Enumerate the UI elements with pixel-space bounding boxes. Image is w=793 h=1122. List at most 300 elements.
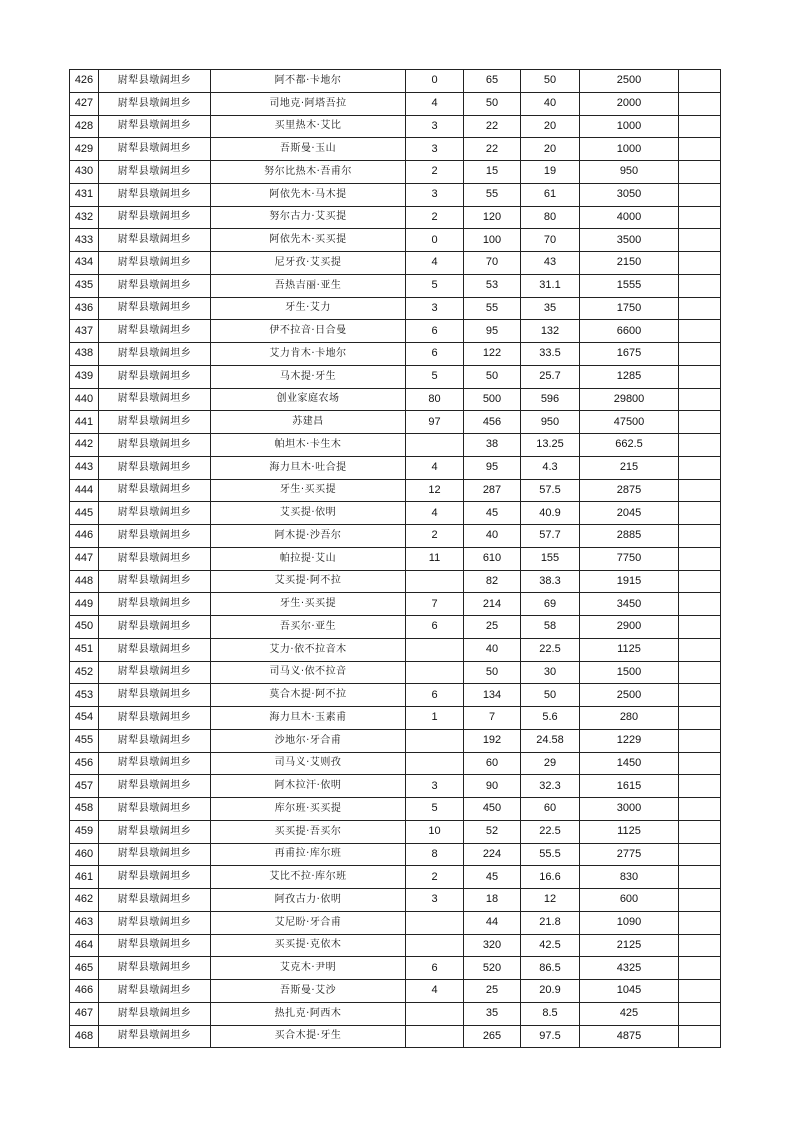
value-cell-5 (679, 729, 721, 752)
value-cell-2: 40 (464, 525, 521, 548)
row-number-cell: 431 (70, 183, 99, 206)
row-number-cell: 441 (70, 411, 99, 434)
value-cell-1: 7 (406, 593, 464, 616)
value-cell-1: 5 (406, 365, 464, 388)
township-cell: 尉犁县墩阔坦乡 (99, 320, 211, 343)
value-cell-4: 29800 (580, 388, 679, 411)
value-cell-4: 1125 (580, 820, 679, 843)
table-row (70, 92, 721, 115)
value-cell-4: 2875 (580, 479, 679, 502)
value-cell-1 (406, 752, 464, 775)
value-cell-5 (679, 752, 721, 775)
value-cell-3: 61 (521, 183, 580, 206)
value-cell-4: 3000 (580, 798, 679, 821)
household-name-cell: 司马义·依不拉音 (211, 661, 406, 684)
township-cell: 尉犁县墩阔坦乡 (99, 138, 211, 161)
value-cell-3: 50 (521, 70, 580, 93)
value-cell-2: 45 (464, 866, 521, 889)
value-cell-4: 3450 (580, 593, 679, 616)
table-row (70, 957, 721, 980)
value-cell-5 (679, 115, 721, 138)
value-cell-3: 58 (521, 616, 580, 639)
value-cell-4: 2775 (580, 843, 679, 866)
township-cell: 尉犁县墩阔坦乡 (99, 911, 211, 934)
value-cell-5 (679, 297, 721, 320)
value-cell-1: 3 (406, 297, 464, 320)
value-cell-2: 320 (464, 934, 521, 957)
table-row (70, 252, 721, 275)
value-cell-1 (406, 911, 464, 934)
township-cell: 尉犁县墩阔坦乡 (99, 343, 211, 366)
value-cell-3: 31.1 (521, 274, 580, 297)
value-cell-4: 1450 (580, 752, 679, 775)
value-cell-5 (679, 411, 721, 434)
table-row (70, 980, 721, 1003)
household-name-cell: 艾比不拉·库尔班 (211, 866, 406, 889)
value-cell-4: 4875 (580, 1025, 679, 1048)
value-cell-5 (679, 479, 721, 502)
row-number-cell: 462 (70, 889, 99, 912)
table-row (70, 161, 721, 184)
value-cell-2: 287 (464, 479, 521, 502)
household-name-cell: 苏建昌 (211, 411, 406, 434)
household-name-cell: 艾力肯木·卡地尔 (211, 343, 406, 366)
value-cell-2: 38 (464, 434, 521, 457)
row-number-cell: 451 (70, 638, 99, 661)
value-cell-4: 830 (580, 866, 679, 889)
value-cell-2: 192 (464, 729, 521, 752)
value-cell-1 (406, 934, 464, 957)
value-cell-2: 120 (464, 206, 521, 229)
value-cell-4: 425 (580, 1002, 679, 1025)
value-cell-1 (406, 434, 464, 457)
household-name-cell: 再甫拉·库尔班 (211, 843, 406, 866)
value-cell-2: 25 (464, 980, 521, 1003)
value-cell-4: 1000 (580, 138, 679, 161)
township-cell: 尉犁县墩阔坦乡 (99, 798, 211, 821)
value-cell-3: 22.5 (521, 820, 580, 843)
value-cell-5 (679, 365, 721, 388)
township-cell: 尉犁县墩阔坦乡 (99, 92, 211, 115)
township-cell: 尉犁县墩阔坦乡 (99, 547, 211, 570)
value-cell-4: 4000 (580, 206, 679, 229)
household-name-cell: 吾斯曼·玉山 (211, 138, 406, 161)
value-cell-1: 12 (406, 479, 464, 502)
value-cell-1: 3 (406, 183, 464, 206)
township-cell: 尉犁县墩阔坦乡 (99, 1025, 211, 1048)
household-name-cell: 阿木拉汗·依明 (211, 775, 406, 798)
value-cell-1: 2 (406, 161, 464, 184)
row-number-cell: 437 (70, 320, 99, 343)
value-cell-1: 80 (406, 388, 464, 411)
value-cell-3: 80 (521, 206, 580, 229)
township-cell: 尉犁县墩阔坦乡 (99, 889, 211, 912)
township-cell: 尉犁县墩阔坦乡 (99, 274, 211, 297)
value-cell-5 (679, 593, 721, 616)
value-cell-3: 57.5 (521, 479, 580, 502)
row-number-cell: 438 (70, 343, 99, 366)
table-row (70, 206, 721, 229)
value-cell-2: 50 (464, 661, 521, 684)
household-name-cell: 阿木提·沙吾尔 (211, 525, 406, 548)
value-cell-3: 25.7 (521, 365, 580, 388)
table-row (70, 502, 721, 525)
value-cell-2: 70 (464, 252, 521, 275)
household-name-cell: 阿依先木·买买提 (211, 229, 406, 252)
value-cell-2: 52 (464, 820, 521, 843)
value-cell-3: 33.5 (521, 343, 580, 366)
value-cell-2: 610 (464, 547, 521, 570)
value-cell-5 (679, 456, 721, 479)
value-cell-2: 100 (464, 229, 521, 252)
value-cell-5 (679, 343, 721, 366)
value-cell-3: 20.9 (521, 980, 580, 1003)
value-cell-3: 4.3 (521, 456, 580, 479)
table-row (70, 525, 721, 548)
value-cell-1: 6 (406, 957, 464, 980)
row-number-cell: 439 (70, 365, 99, 388)
value-cell-1: 2 (406, 525, 464, 548)
value-cell-3: 86.5 (521, 957, 580, 980)
value-cell-1: 0 (406, 229, 464, 252)
value-cell-3: 50 (521, 684, 580, 707)
value-cell-5 (679, 616, 721, 639)
value-cell-2: 450 (464, 798, 521, 821)
value-cell-1: 10 (406, 820, 464, 843)
value-cell-1: 4 (406, 92, 464, 115)
table-row (70, 547, 721, 570)
value-cell-2: 25 (464, 616, 521, 639)
township-cell: 尉犁县墩阔坦乡 (99, 297, 211, 320)
table-row (70, 115, 721, 138)
value-cell-5 (679, 684, 721, 707)
township-cell: 尉犁县墩阔坦乡 (99, 206, 211, 229)
value-cell-1: 4 (406, 252, 464, 275)
value-cell-1: 4 (406, 456, 464, 479)
value-cell-2: 15 (464, 161, 521, 184)
table-row (70, 320, 721, 343)
row-number-cell: 448 (70, 570, 99, 593)
household-name-cell: 马木提·牙生 (211, 365, 406, 388)
value-cell-2: 7 (464, 707, 521, 730)
household-name-cell: 买买提·吾买尔 (211, 820, 406, 843)
table-row (70, 889, 721, 912)
row-number-cell: 455 (70, 729, 99, 752)
value-cell-1: 2 (406, 206, 464, 229)
township-cell: 尉犁县墩阔坦乡 (99, 866, 211, 889)
value-cell-5 (679, 70, 721, 93)
value-cell-5 (679, 866, 721, 889)
table-body (70, 70, 721, 1048)
value-cell-4: 2900 (580, 616, 679, 639)
table-row (70, 570, 721, 593)
table-row (70, 661, 721, 684)
table-row (70, 775, 721, 798)
household-name-cell: 阿孜古力·依明 (211, 889, 406, 912)
household-name-cell: 阿不都·卡地尔 (211, 70, 406, 93)
value-cell-3: 596 (521, 388, 580, 411)
value-cell-5 (679, 229, 721, 252)
value-cell-3: 60 (521, 798, 580, 821)
township-cell: 尉犁县墩阔坦乡 (99, 525, 211, 548)
value-cell-4: 2045 (580, 502, 679, 525)
value-cell-4: 1045 (580, 980, 679, 1003)
household-name-cell: 莫合木提·阿不拉 (211, 684, 406, 707)
value-cell-5 (679, 388, 721, 411)
value-cell-3: 69 (521, 593, 580, 616)
row-number-cell: 426 (70, 70, 99, 93)
value-cell-2: 95 (464, 320, 521, 343)
table-row (70, 638, 721, 661)
value-cell-2: 53 (464, 274, 521, 297)
value-cell-5 (679, 547, 721, 570)
value-cell-2: 95 (464, 456, 521, 479)
table-row (70, 593, 721, 616)
table-row (70, 911, 721, 934)
household-name-cell: 吾买尔·亚生 (211, 616, 406, 639)
value-cell-2: 90 (464, 775, 521, 798)
household-name-cell: 努尔比热木·吾甫尔 (211, 161, 406, 184)
township-cell: 尉犁县墩阔坦乡 (99, 616, 211, 639)
household-name-cell: 海力旦木·玉素甫 (211, 707, 406, 730)
value-cell-5 (679, 320, 721, 343)
value-cell-4: 2000 (580, 92, 679, 115)
table-row (70, 752, 721, 775)
value-cell-2: 214 (464, 593, 521, 616)
value-cell-4: 1915 (580, 570, 679, 593)
value-cell-4: 2125 (580, 934, 679, 957)
value-cell-3: 40 (521, 92, 580, 115)
value-cell-3: 42.5 (521, 934, 580, 957)
value-cell-5 (679, 820, 721, 843)
household-name-cell: 帕拉提·艾山 (211, 547, 406, 570)
township-cell: 尉犁县墩阔坦乡 (99, 161, 211, 184)
township-cell: 尉犁县墩阔坦乡 (99, 707, 211, 730)
value-cell-4: 1615 (580, 775, 679, 798)
table-row (70, 138, 721, 161)
row-number-cell: 443 (70, 456, 99, 479)
row-number-cell: 449 (70, 593, 99, 616)
value-cell-4: 1125 (580, 638, 679, 661)
value-cell-4: 2500 (580, 684, 679, 707)
township-cell: 尉犁县墩阔坦乡 (99, 752, 211, 775)
value-cell-2: 22 (464, 115, 521, 138)
table-row (70, 479, 721, 502)
household-name-cell: 热扎克·阿西木 (211, 1002, 406, 1025)
value-cell-5 (679, 252, 721, 275)
value-cell-2: 122 (464, 343, 521, 366)
township-cell: 尉犁县墩阔坦乡 (99, 183, 211, 206)
value-cell-1 (406, 729, 464, 752)
value-cell-1: 3 (406, 889, 464, 912)
household-name-cell: 艾克木·尹明 (211, 957, 406, 980)
value-cell-1 (406, 1002, 464, 1025)
row-number-cell: 446 (70, 525, 99, 548)
row-number-cell: 453 (70, 684, 99, 707)
table-row (70, 365, 721, 388)
value-cell-4: 1229 (580, 729, 679, 752)
value-cell-1: 6 (406, 343, 464, 366)
value-cell-1: 11 (406, 547, 464, 570)
value-cell-3: 55.5 (521, 843, 580, 866)
value-cell-4: 215 (580, 456, 679, 479)
value-cell-5 (679, 274, 721, 297)
value-cell-3: 57.7 (521, 525, 580, 548)
value-cell-4: 47500 (580, 411, 679, 434)
township-cell: 尉犁县墩阔坦乡 (99, 729, 211, 752)
value-cell-5 (679, 980, 721, 1003)
row-number-cell: 457 (70, 775, 99, 798)
township-cell: 尉犁县墩阔坦乡 (99, 115, 211, 138)
value-cell-1 (406, 570, 464, 593)
value-cell-5 (679, 92, 721, 115)
value-cell-2: 50 (464, 365, 521, 388)
value-cell-3: 132 (521, 320, 580, 343)
value-cell-2: 50 (464, 92, 521, 115)
township-cell: 尉犁县墩阔坦乡 (99, 661, 211, 684)
value-cell-3: 38.3 (521, 570, 580, 593)
value-cell-5 (679, 934, 721, 957)
value-cell-3: 20 (521, 115, 580, 138)
value-cell-3: 30 (521, 661, 580, 684)
row-number-cell: 465 (70, 957, 99, 980)
township-cell: 尉犁县墩阔坦乡 (99, 980, 211, 1003)
value-cell-3: 22.5 (521, 638, 580, 661)
value-cell-1: 97 (406, 411, 464, 434)
value-cell-1: 4 (406, 980, 464, 1003)
household-name-cell: 牙生·买买提 (211, 593, 406, 616)
row-number-cell: 459 (70, 820, 99, 843)
table-row (70, 1002, 721, 1025)
township-cell: 尉犁县墩阔坦乡 (99, 388, 211, 411)
table-row (70, 229, 721, 252)
value-cell-3: 20 (521, 138, 580, 161)
value-cell-4: 280 (580, 707, 679, 730)
value-cell-3: 35 (521, 297, 580, 320)
row-number-cell: 463 (70, 911, 99, 934)
value-cell-5 (679, 661, 721, 684)
table-row (70, 934, 721, 957)
household-name-cell: 艾尼盼·牙合甫 (211, 911, 406, 934)
table-row (70, 866, 721, 889)
value-cell-5 (679, 1025, 721, 1048)
table-row (70, 274, 721, 297)
value-cell-1: 6 (406, 320, 464, 343)
value-cell-5 (679, 161, 721, 184)
township-cell: 尉犁县墩阔坦乡 (99, 775, 211, 798)
township-cell: 尉犁县墩阔坦乡 (99, 70, 211, 93)
row-number-cell: 447 (70, 547, 99, 570)
row-number-cell: 440 (70, 388, 99, 411)
value-cell-1: 1 (406, 707, 464, 730)
table-row (70, 616, 721, 639)
table-row (70, 843, 721, 866)
value-cell-2: 55 (464, 297, 521, 320)
value-cell-1: 4 (406, 502, 464, 525)
value-cell-2: 65 (464, 70, 521, 93)
township-cell: 尉犁县墩阔坦乡 (99, 593, 211, 616)
township-cell: 尉犁县墩阔坦乡 (99, 252, 211, 275)
value-cell-4: 1000 (580, 115, 679, 138)
row-number-cell: 433 (70, 229, 99, 252)
township-cell: 尉犁县墩阔坦乡 (99, 957, 211, 980)
value-cell-4: 2885 (580, 525, 679, 548)
table-row (70, 434, 721, 457)
value-cell-1: 0 (406, 70, 464, 93)
row-number-cell: 461 (70, 866, 99, 889)
value-cell-3: 70 (521, 229, 580, 252)
row-number-cell: 428 (70, 115, 99, 138)
table-row (70, 183, 721, 206)
row-number-cell: 464 (70, 934, 99, 957)
table-row (70, 820, 721, 843)
township-cell: 尉犁县墩阔坦乡 (99, 479, 211, 502)
row-number-cell: 468 (70, 1025, 99, 1048)
row-number-cell: 460 (70, 843, 99, 866)
township-cell: 尉犁县墩阔坦乡 (99, 229, 211, 252)
value-cell-1: 3 (406, 115, 464, 138)
value-cell-2: 134 (464, 684, 521, 707)
table-row (70, 411, 721, 434)
row-number-cell: 444 (70, 479, 99, 502)
value-cell-2: 456 (464, 411, 521, 434)
household-name-cell: 司马义·艾则孜 (211, 752, 406, 775)
subsidy-table (69, 69, 721, 1048)
value-cell-1: 3 (406, 138, 464, 161)
value-cell-3: 19 (521, 161, 580, 184)
value-cell-3: 43 (521, 252, 580, 275)
household-name-cell: 艾买提·依明 (211, 502, 406, 525)
household-name-cell: 海力旦木·吐合提 (211, 456, 406, 479)
township-cell: 尉犁县墩阔坦乡 (99, 1002, 211, 1025)
value-cell-2: 265 (464, 1025, 521, 1048)
household-name-cell: 努尔古力·艾买提 (211, 206, 406, 229)
value-cell-4: 7750 (580, 547, 679, 570)
table-row (70, 729, 721, 752)
table-row (70, 388, 721, 411)
value-cell-2: 55 (464, 183, 521, 206)
value-cell-2: 60 (464, 752, 521, 775)
table-row (70, 1025, 721, 1048)
value-cell-4: 1285 (580, 365, 679, 388)
value-cell-1: 2 (406, 866, 464, 889)
value-cell-4: 3050 (580, 183, 679, 206)
row-number-cell: 435 (70, 274, 99, 297)
row-number-cell: 445 (70, 502, 99, 525)
table-row (70, 343, 721, 366)
household-name-cell: 吾热吉丽·亚生 (211, 274, 406, 297)
township-cell: 尉犁县墩阔坦乡 (99, 411, 211, 434)
value-cell-1 (406, 638, 464, 661)
household-name-cell: 买买提·克依木 (211, 934, 406, 957)
value-cell-4: 950 (580, 161, 679, 184)
value-cell-2: 520 (464, 957, 521, 980)
value-cell-5 (679, 638, 721, 661)
township-cell: 尉犁县墩阔坦乡 (99, 820, 211, 843)
value-cell-4: 6600 (580, 320, 679, 343)
value-cell-2: 44 (464, 911, 521, 934)
value-cell-2: 40 (464, 638, 521, 661)
household-name-cell: 艾买提·阿不拉 (211, 570, 406, 593)
value-cell-2: 45 (464, 502, 521, 525)
value-cell-5 (679, 502, 721, 525)
value-cell-4: 4325 (580, 957, 679, 980)
value-cell-5 (679, 843, 721, 866)
household-name-cell: 伊不拉音·日合曼 (211, 320, 406, 343)
township-cell: 尉犁县墩阔坦乡 (99, 934, 211, 957)
row-number-cell: 452 (70, 661, 99, 684)
value-cell-3: 5.6 (521, 707, 580, 730)
